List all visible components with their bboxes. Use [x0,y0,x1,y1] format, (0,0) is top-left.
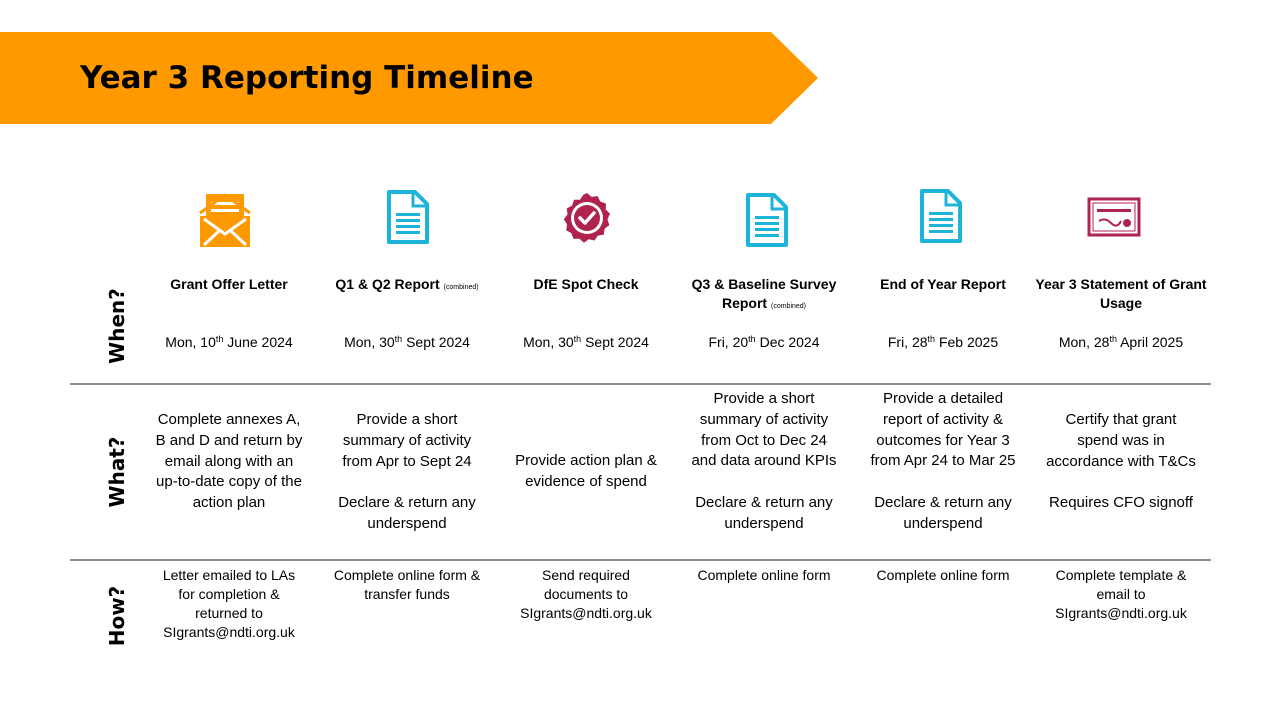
milestone-date: Mon, 28th April 2025 [1058,334,1184,350]
what-description: Complete annexes A, B and D and return by email along with an up-to-date copy of the action plan [155,411,303,512]
approval-seal-icon [561,192,613,249]
how-description: Complete template & email to SIgrants@ndti.org.uk [1055,567,1187,621]
how-description: Complete online form & transfer funds [333,567,481,602]
page-title: Year 3 Reporting Timeline [80,60,534,96]
what-description: Provide a short summary of activity from Apr to Sept 24 Declare & return any underspend [338,411,476,532]
certificate-icon [1087,197,1141,242]
how-description: Letter emailed to LAs for completion & returned to SIgrants@ndti.org.uk [162,567,296,640]
how-description: Complete online form [876,567,1010,583]
milestone-date: Mon, 30th Sept 2024 [344,334,470,350]
envelope-letter-icon [197,189,253,256]
what-description: Provide a detailed report of activity & outcomes for Year 3 from Apr 24 to Mar 25 Declare & return any underspend [870,390,1016,532]
milestone-title: Year 3 Statement of Grant Usage [1035,276,1207,311]
row-label-when: When? [105,288,129,364]
document-icon [745,192,789,253]
title-banner [0,32,818,124]
what-description: Provide a short summary of activity from Oct to Dec 24 and data around KPIs Declare & return any underspend [691,390,837,532]
milestone-date: Mon, 30th Sept 2024 [523,334,649,350]
milestone-title: Q1 & Q2 Report (combined) [335,276,479,292]
what-description: Certify that grant spend was in accordance with T&Cs Requires CFO signoff [1046,411,1196,512]
milestone-date: Fri, 20th Dec 2024 [708,334,820,350]
row-divider-how [70,559,1211,561]
how-description: Send required documents to SIgrants@ndti.org.uk [520,567,652,621]
milestone-date: Fri, 28th Feb 2025 [887,334,999,350]
document-icon [386,189,430,250]
row-label-what: What? [105,436,129,508]
what-description: Provide action plan & evidence of spend [515,452,657,490]
milestone-date: Mon, 10th June 2024 [165,334,293,350]
row-label-how: How? [105,585,129,647]
milestone-title: End of Year Report [880,276,1006,292]
how-description: Complete online form [697,567,831,583]
milestone-title: DfE Spot Check [533,276,639,292]
document-icon [919,188,963,249]
row-divider-what [70,383,1211,385]
milestone-title: Q3 & Baseline Survey Report (combined) [691,276,837,311]
milestone-title: Grant Offer Letter [170,276,288,292]
